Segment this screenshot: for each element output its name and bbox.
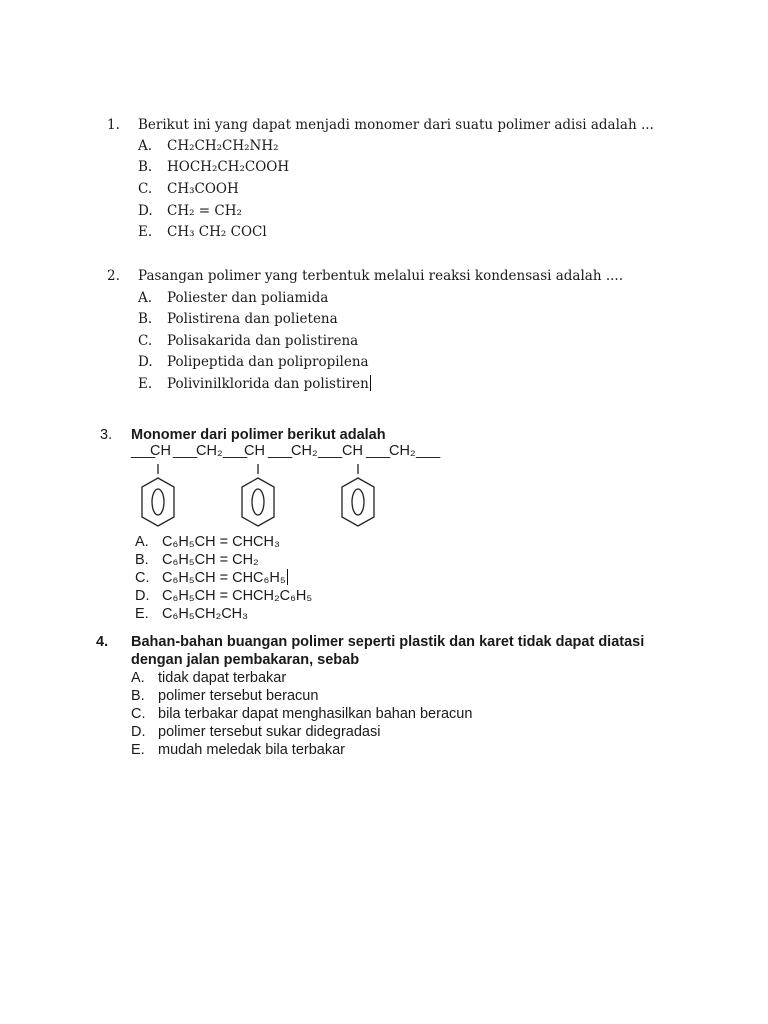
option-text: C₆H₅CH = CHCH₃ bbox=[162, 534, 280, 550]
option-text: HOCH₂CH₂COOH bbox=[167, 159, 290, 175]
option-text: Poliester dan poliamida bbox=[167, 290, 329, 306]
option-letter: C. bbox=[131, 706, 146, 722]
option-letter: B. bbox=[135, 552, 149, 568]
option-letter: B. bbox=[138, 159, 153, 175]
option-text: C₆H₅CH₂CH₃ bbox=[162, 606, 249, 622]
benzene-rings bbox=[130, 460, 390, 536]
option-text: C₆H₅CH = CHCH₂C₆H₅ bbox=[162, 588, 313, 604]
option-text: CH₂ = CH₂ bbox=[167, 203, 242, 219]
option-text: Polivinilklorida dan polistiren bbox=[167, 376, 369, 392]
text-cursor bbox=[287, 569, 288, 585]
option-letter: A. bbox=[138, 138, 153, 154]
option-text: CH₂CH₂CH₂NH₂ bbox=[167, 138, 279, 154]
question-stem-line: dengan jalan pembakaran, sebab bbox=[131, 652, 360, 668]
question-stem-line: Bahan-bahan buangan polimer seperti plastik dan karet tidak dapat diatasi bbox=[131, 634, 645, 650]
option-letter: D. bbox=[138, 203, 153, 219]
benzene-ring bbox=[242, 464, 274, 526]
polymer-chain: ___ CH ___ CH₂ ___ CH ___ CH₂ ___ CH ___ CH₂ ___ bbox=[131, 443, 441, 459]
text-cursor bbox=[370, 375, 371, 391]
question-number: 1. bbox=[107, 117, 120, 133]
option-letter: B. bbox=[138, 311, 153, 327]
option-text: polimer tersebut sukar didegradasi bbox=[158, 724, 381, 740]
option-text: C₆H₅CH = CH₂ bbox=[162, 552, 259, 568]
option-text: CH₃ CH₂ COCl bbox=[167, 224, 267, 240]
option-text: Polisakarida dan polistirena bbox=[167, 333, 359, 349]
option-text-with-cursor bbox=[162, 569, 288, 587]
option-text: tidak dapat terbakar bbox=[158, 670, 287, 686]
option-letter: C. bbox=[135, 570, 150, 586]
option-letter: A. bbox=[131, 670, 145, 686]
option-text-with-cursor bbox=[167, 375, 371, 393]
option-letter: B. bbox=[131, 688, 145, 704]
chain-unit: CH₂ bbox=[291, 443, 318, 459]
option-letter: A. bbox=[135, 534, 149, 550]
option-letter: D. bbox=[138, 354, 153, 370]
question-number: 4. bbox=[96, 634, 109, 650]
option-letter: E. bbox=[138, 376, 153, 392]
chain-unit: CH bbox=[342, 443, 363, 459]
question-stem: Pasangan polimer yang terbentuk melalui reaksi kondensasi adalah .... bbox=[138, 268, 623, 284]
chain-unit: CH₂ bbox=[389, 443, 416, 459]
option-text: bila terbakar dapat menghasilkan bahan beracun bbox=[158, 706, 473, 722]
option-text: mudah meledak bila terbakar bbox=[158, 742, 345, 758]
option-letter: E. bbox=[135, 606, 149, 622]
option-letter: D. bbox=[135, 588, 150, 604]
question-stem: Berikut ini yang dapat menjadi monomer dari suatu polimer adisi adalah ... bbox=[138, 117, 654, 133]
option-letter: C. bbox=[138, 333, 153, 349]
option-text: CH₃COOH bbox=[167, 181, 239, 197]
option-letter: A. bbox=[138, 290, 153, 306]
question-number: 2. bbox=[107, 268, 120, 284]
option-letter: D. bbox=[131, 724, 146, 740]
chain-unit: CH bbox=[244, 443, 265, 459]
option-text: polimer tersebut beracun bbox=[158, 688, 319, 704]
option-text: C₆H₅CH = CHC₆H₅ bbox=[162, 570, 286, 586]
question-stem: Monomer dari polimer berikut adalah bbox=[131, 427, 386, 443]
benzene-ring bbox=[342, 464, 374, 526]
option-letter: E. bbox=[138, 224, 153, 240]
option-text: Polipeptida dan polipropilena bbox=[167, 354, 369, 370]
chain-unit: CH₂ bbox=[196, 443, 223, 459]
benzene-ring bbox=[142, 464, 174, 526]
question-number: 3. bbox=[100, 427, 113, 443]
option-text: Polistirena dan polietena bbox=[167, 311, 338, 327]
option-letter: E. bbox=[131, 742, 145, 758]
option-letter: C. bbox=[138, 181, 153, 197]
chain-unit: CH bbox=[150, 443, 171, 459]
